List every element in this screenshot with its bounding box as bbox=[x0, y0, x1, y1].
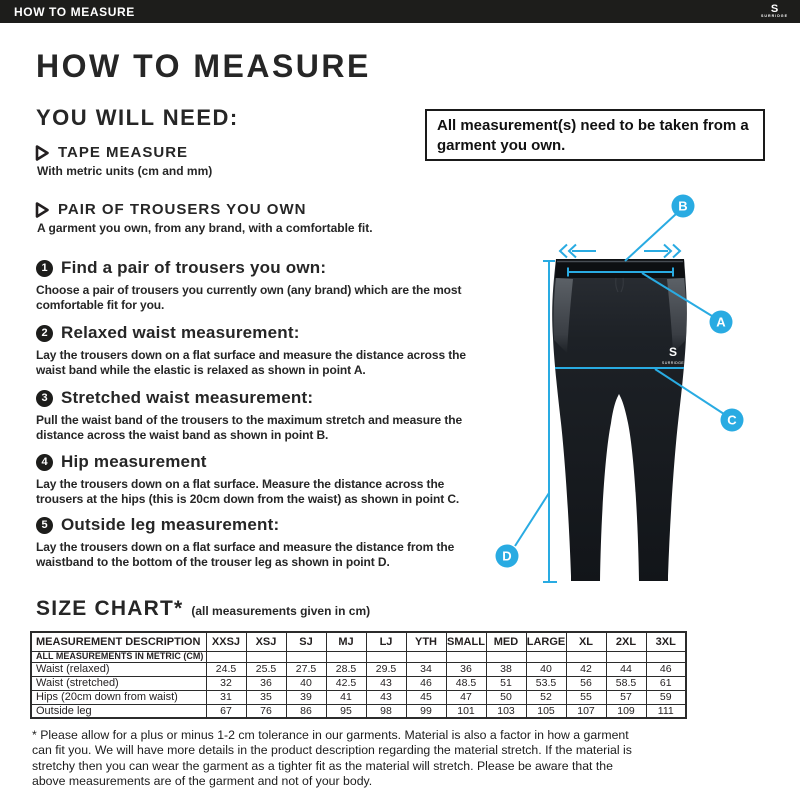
header-cell: LJ bbox=[366, 632, 406, 651]
cell: 44 bbox=[606, 662, 646, 676]
cell: 29.5 bbox=[366, 662, 406, 676]
cell: 28.5 bbox=[326, 662, 366, 676]
table-row-waist-stretched bbox=[31, 676, 686, 690]
cell: 51 bbox=[486, 676, 526, 690]
garment-logo-s-icon: S bbox=[668, 345, 678, 359]
callout-box bbox=[425, 109, 765, 161]
cell: 25.5 bbox=[246, 662, 286, 676]
step-number-badge: 4 bbox=[36, 454, 53, 471]
size-chart-table bbox=[30, 631, 687, 719]
need-item-description: With metric units (cm and mm) bbox=[37, 164, 213, 178]
row-label: Outside leg bbox=[31, 704, 206, 718]
label-circle-c bbox=[721, 409, 744, 432]
cell: 48.5 bbox=[446, 676, 486, 690]
svg-text:C: C bbox=[727, 412, 737, 428]
cell: 98 bbox=[366, 704, 406, 718]
cell: 57 bbox=[606, 690, 646, 704]
cell: 53.5 bbox=[526, 676, 566, 690]
outside-leg-line-d bbox=[515, 261, 557, 582]
label-circle-d bbox=[496, 545, 519, 568]
cell: 39 bbox=[286, 690, 326, 704]
cell: 50 bbox=[486, 690, 526, 704]
cell: 99 bbox=[406, 704, 446, 718]
step-4 bbox=[36, 452, 491, 506]
table-row-hips bbox=[31, 690, 686, 704]
cell: 59 bbox=[646, 690, 686, 704]
cell: 67 bbox=[206, 704, 246, 718]
cell: 111 bbox=[646, 704, 686, 718]
step-title: Find a pair of trousers you own: bbox=[61, 258, 327, 277]
step-number-badge: 3 bbox=[36, 390, 53, 407]
header-cell: MEASUREMENT DESCRIPTION bbox=[31, 632, 206, 651]
label-circle-b bbox=[672, 195, 695, 218]
cell: 43 bbox=[366, 690, 406, 704]
metric-note-row bbox=[31, 651, 686, 662]
cell: 32 bbox=[206, 676, 246, 690]
cell: 34 bbox=[406, 662, 446, 676]
row-label: Hips (20cm down from waist) bbox=[31, 690, 206, 704]
cell: 52 bbox=[526, 690, 566, 704]
step-number-badge: 1 bbox=[36, 260, 53, 277]
brand-wordmark: SURRIDGE bbox=[761, 14, 788, 19]
header-cell: 3XL bbox=[646, 632, 686, 651]
need-item-trousers bbox=[35, 201, 373, 235]
size-chart-title: SIZE CHART* bbox=[36, 597, 184, 620]
cell: 41 bbox=[326, 690, 366, 704]
cell: 35 bbox=[246, 690, 286, 704]
cell: 42 bbox=[566, 662, 606, 676]
header-cell: XXSJ bbox=[206, 632, 246, 651]
stretch-arrows-b bbox=[560, 214, 680, 261]
header-cell: XSJ bbox=[246, 632, 286, 651]
metric-note: ALL MEASUREMENTS IN METRIC (CM) bbox=[31, 651, 206, 662]
cell: 24.5 bbox=[206, 662, 246, 676]
header-cell: MED bbox=[486, 632, 526, 651]
brand-logo bbox=[761, 4, 788, 19]
row-label: Waist (relaxed) bbox=[31, 662, 206, 676]
triangle-bullet-icon bbox=[35, 202, 49, 218]
step-1 bbox=[36, 258, 491, 312]
size-chart-subtitle: (all measurements given in cm) bbox=[191, 604, 371, 618]
need-item-title: PAIR OF TROUSERS YOU OWN bbox=[58, 201, 307, 218]
cell: 56 bbox=[566, 676, 606, 690]
cell: 43 bbox=[366, 676, 406, 690]
triangle-bullet-icon bbox=[35, 145, 49, 161]
step-2 bbox=[36, 323, 491, 377]
you-will-need-heading: YOU WILL NEED: bbox=[36, 105, 239, 130]
cell: 36 bbox=[446, 662, 486, 676]
step-title: Relaxed waist measurement: bbox=[61, 323, 300, 342]
step-title: Hip measurement bbox=[61, 452, 207, 471]
step-3 bbox=[36, 388, 491, 442]
trousers-silhouette bbox=[552, 259, 687, 581]
svg-text:D: D bbox=[502, 548, 512, 564]
cell: 45 bbox=[406, 690, 446, 704]
label-circle-a bbox=[710, 311, 733, 334]
header-cell: SJ bbox=[286, 632, 326, 651]
header-cell: XL bbox=[566, 632, 606, 651]
row-label: Waist (stretched) bbox=[31, 676, 206, 690]
step-title: Stretched waist measurement: bbox=[61, 388, 314, 407]
header-cell: MJ bbox=[326, 632, 366, 651]
step-body: Lay the trousers down on a flat surface and measure the distance across the waist band while the elastic is relaxed as shown in point A. bbox=[36, 348, 466, 377]
cell: 42.5 bbox=[326, 676, 366, 690]
cell: 31 bbox=[206, 690, 246, 704]
cell: 46 bbox=[406, 676, 446, 690]
garment-logo-wordmark: SURRIDGE bbox=[661, 361, 685, 365]
step-body: Lay the trousers down on a flat surface. Measure the distance across the trousers at the hips (this is 20cm down from the waist) as shown in point C. bbox=[36, 477, 460, 506]
cell: 109 bbox=[606, 704, 646, 718]
cell: 105 bbox=[526, 704, 566, 718]
cell: 58.5 bbox=[606, 676, 646, 690]
cell: 27.5 bbox=[286, 662, 326, 676]
cell: 40 bbox=[286, 676, 326, 690]
step-body: Choose a pair of trousers you currently own (any brand) which are the most comfortable fit for you. bbox=[36, 283, 462, 312]
top-bar bbox=[0, 0, 800, 23]
table-row-waist-relaxed bbox=[31, 662, 686, 676]
cell: 101 bbox=[446, 704, 486, 718]
step-5 bbox=[36, 515, 491, 569]
need-item-tape-measure bbox=[35, 144, 212, 178]
disclaimer-text: * Please allow for a plus or minus 1-2 cm tolerance in our garments. Material is also a factor in how a garment can fit you. We will have more details in the product description regarding the material stretch. If the material is stretchy then you can wear the garment as a tighter fit as the material will stretch. Please be aware that the above measurements are of the garment and not of your body. bbox=[32, 728, 632, 789]
cell: 47 bbox=[446, 690, 486, 704]
page-title: HOW TO MEASURE bbox=[36, 48, 371, 84]
cell: 107 bbox=[566, 704, 606, 718]
cell: 40 bbox=[526, 662, 566, 676]
table-header-row bbox=[31, 632, 686, 651]
svg-text:B: B bbox=[678, 198, 688, 214]
svg-text:A: A bbox=[716, 314, 726, 330]
header-cell: YTH bbox=[406, 632, 446, 651]
cell: 46 bbox=[646, 662, 686, 676]
need-item-description: A garment you own, from any brand, with a comfortable fit. bbox=[37, 221, 373, 235]
cell: 61 bbox=[646, 676, 686, 690]
step-body: Pull the waist band of the trousers to the maximum stretch and measure the distance across the waist band as shown in point B. bbox=[36, 413, 463, 442]
cell: 95 bbox=[326, 704, 366, 718]
callout-text: All measurement(s) need to be taken from a garment you own. bbox=[437, 117, 749, 155]
need-item-title: TAPE MEASURE bbox=[58, 144, 189, 161]
size-chart-heading bbox=[36, 597, 370, 621]
top-bar-title: HOW TO MEASURE bbox=[14, 4, 135, 19]
header-cell: SMALL bbox=[446, 632, 486, 651]
step-number-badge: 5 bbox=[36, 517, 53, 534]
header-cell: 2XL bbox=[606, 632, 646, 651]
brand-s-icon: S bbox=[770, 3, 779, 16]
step-title: Outside leg measurement: bbox=[61, 515, 280, 534]
header-cell: LARGE bbox=[526, 632, 566, 651]
cell: 38 bbox=[486, 662, 526, 676]
step-body: Lay the trousers down on a flat surface and measure the distance from the waistband to the bottom of the trouser leg as shown in point D. bbox=[36, 540, 455, 569]
table-row-outside-leg bbox=[31, 704, 686, 718]
cell: 103 bbox=[486, 704, 526, 718]
cell: 55 bbox=[566, 690, 606, 704]
cell: 76 bbox=[246, 704, 286, 718]
cell: 86 bbox=[286, 704, 326, 718]
trousers-measurement-diagram bbox=[488, 188, 798, 628]
cell: 36 bbox=[246, 676, 286, 690]
step-number-badge: 2 bbox=[36, 325, 53, 342]
